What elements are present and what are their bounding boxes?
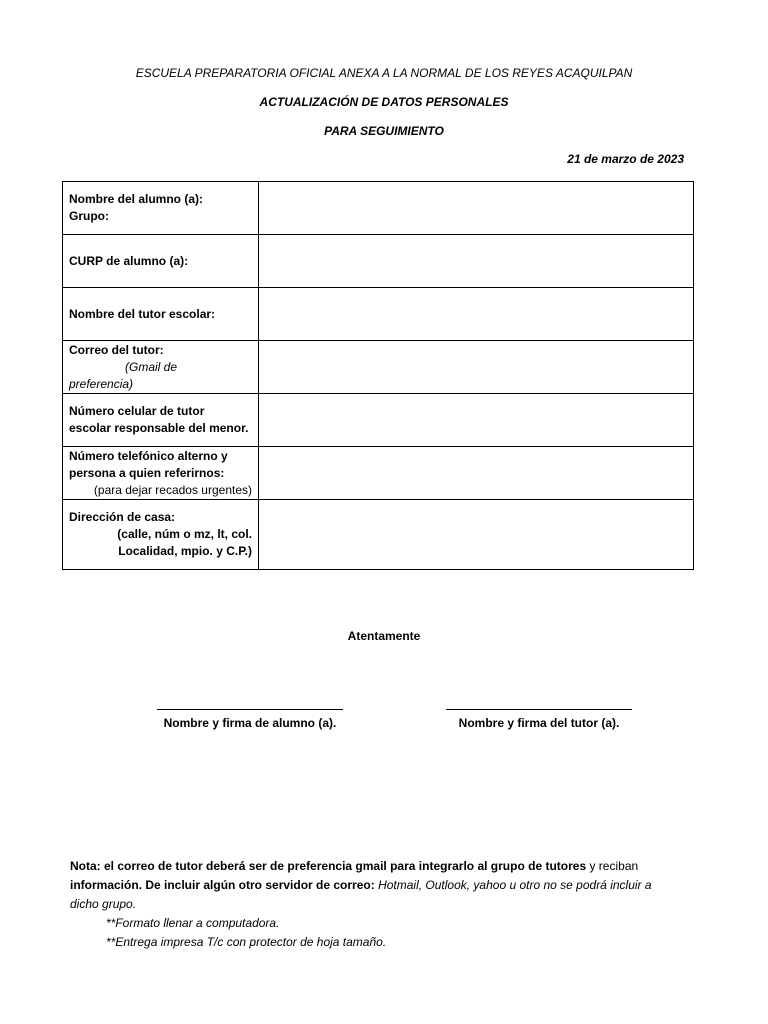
note-normal: y reciban (586, 859, 639, 873)
label-tutor-cell-b: escolar responsable del menor. (69, 421, 249, 435)
note-bold: Nota: el correo de tutor deberá ser de preferencia gmail para integrarlo al grupo de tutores (70, 859, 587, 873)
alt-phone-field[interactable] (259, 447, 694, 500)
form-label (63, 447, 259, 500)
label-tutor-email: Correo del tutor: (69, 342, 164, 357)
personal-data-form (62, 181, 694, 570)
student-signature-block (155, 708, 345, 730)
label-tutor-name: Nombre del tutor escolar: (63, 288, 259, 341)
document-subtitle: PARA SEGUIMIENTO (324, 124, 444, 138)
form-row-curp (63, 235, 694, 288)
tutor-signature-block (444, 708, 634, 730)
form-label (63, 182, 259, 235)
hint-urgent-messages: (para dejar recados urgentes) (93, 482, 252, 497)
label-address: Dirección de casa: (69, 510, 176, 524)
note-line-3: dicho grupo. (70, 897, 137, 911)
tutor-email-field[interactable] (259, 341, 694, 394)
school-name: ESCUELA PREPARATORIA OFICIAL ANEXA A LA NORMAL DE LOS REYES ACAQUILPAN (135, 66, 633, 80)
form-label (63, 394, 259, 447)
note-block (70, 857, 670, 952)
document-date: 21 de marzo de 2023 (567, 152, 684, 166)
note-line2-italic: Hotmail, Outlook, yahoo u otro no se podrá incluir a (378, 878, 652, 892)
curp-field[interactable] (259, 235, 694, 288)
address-field[interactable] (259, 500, 694, 570)
note-line-1 (70, 857, 670, 876)
label-alt-phone-a: Número telefónico alterno y (69, 448, 228, 463)
signature-line (446, 708, 632, 710)
form-row-tutor-email (63, 341, 694, 394)
label-alt-phone-b: persona a quien referirnos: (69, 465, 225, 480)
label-curp: CURP de alumno (a): (63, 235, 259, 288)
document-title: ACTUALIZACIÓN DE DATOS PERSONALES (259, 95, 509, 109)
form-row-tutor-name (63, 288, 694, 341)
closing-text: Atentamente (347, 629, 421, 643)
form-label (63, 500, 259, 570)
form-label (63, 341, 259, 394)
hint-address-a: (calle, núm o mz, lt, col. (117, 527, 252, 541)
signature-line (157, 708, 343, 710)
label-student-name: Nombre del alumno (a): (69, 192, 204, 206)
hint-address-b: Localidad, mpio. y C.P.) (118, 544, 252, 558)
form-row-tutor-cell (63, 394, 694, 447)
label-tutor-cell-a: Número celular de tutor (69, 404, 205, 418)
note-line2-bold: información. De incluir algún otro servidor de correo: (70, 878, 379, 892)
form-row-address (63, 500, 694, 570)
student-name-field[interactable] (259, 182, 694, 235)
hint-preference: preferencia) (69, 376, 134, 391)
tutor-signature-label: Nombre y firma del tutor (a). (458, 716, 620, 730)
label-group: Grupo: (69, 209, 109, 223)
form-row-alt-phone (63, 447, 694, 500)
student-signature-label: Nombre y firma de alumno (a). (163, 716, 337, 730)
hint-gmail: (Gmail de (125, 359, 178, 374)
tutor-cell-field[interactable] (259, 394, 694, 447)
note-item-2: **Entrega impresa T/c con protector de hoja tamaño. (106, 935, 387, 949)
form-row-student-name (63, 182, 694, 235)
note-line-2 (70, 876, 670, 895)
tutor-name-field[interactable] (259, 288, 694, 341)
note-item-1: **Formato llenar a computadora. (106, 916, 280, 930)
